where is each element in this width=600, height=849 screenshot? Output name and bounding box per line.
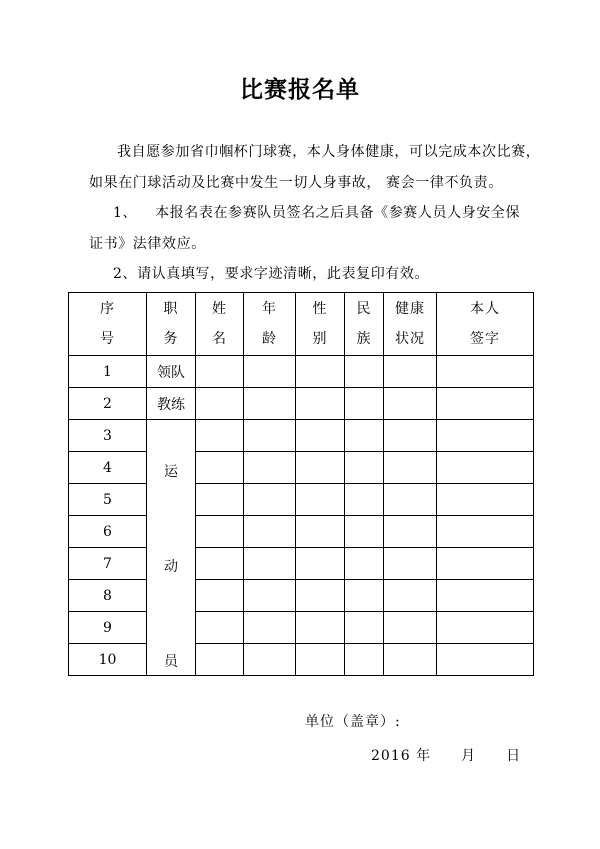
empty-cell — [384, 644, 437, 676]
serial-cell: 3 — [69, 420, 147, 452]
serial-cell: 8 — [69, 580, 147, 612]
table-row — [69, 420, 534, 452]
empty-cell — [196, 644, 244, 676]
empty-cell — [345, 452, 384, 484]
empty-cell — [345, 644, 384, 676]
empty-cell — [345, 388, 384, 420]
empty-cell — [437, 388, 534, 420]
table-row — [69, 452, 534, 484]
empty-cell — [345, 516, 384, 548]
table-row — [69, 548, 534, 580]
empty-cell — [437, 644, 534, 676]
note-2: 2、请认真填写，要求字迹清晰，此表复印有效。 — [113, 266, 430, 282]
header-age: 年 龄 — [244, 293, 296, 356]
serial-cell: 9 — [69, 612, 147, 644]
header-ethnicity: 民 族 — [345, 293, 384, 356]
empty-cell — [244, 388, 296, 420]
empty-cell — [196, 580, 244, 612]
empty-cell — [437, 612, 534, 644]
empty-cell — [437, 356, 534, 388]
header-position: 职 务 — [147, 293, 196, 356]
serial-cell: 5 — [69, 484, 147, 516]
serial-cell: 10 — [69, 644, 147, 676]
athlete-vertical-label: 运 动 员 — [164, 463, 178, 670]
empty-cell — [296, 580, 345, 612]
table-row — [69, 612, 534, 644]
document-title: 比赛报名单 — [240, 76, 360, 103]
empty-cell — [437, 516, 534, 548]
empty-cell — [196, 420, 244, 452]
empty-cell — [296, 420, 345, 452]
empty-cell — [345, 612, 384, 644]
empty-cell — [296, 612, 345, 644]
intro-line-1: 我自愿参加省巾帼杯门球赛，本人身体健康，可以完成本次比赛， — [117, 144, 541, 160]
empty-cell — [345, 580, 384, 612]
empty-cell — [196, 452, 244, 484]
empty-cell — [244, 548, 296, 580]
empty-cell — [437, 548, 534, 580]
empty-cell — [296, 516, 345, 548]
empty-cell — [244, 484, 296, 516]
empty-cell — [437, 420, 534, 452]
serial-cell: 4 — [69, 452, 147, 484]
unit-seal-label: 单位（盖章）: — [305, 714, 401, 730]
header-serial-number: 序 号 — [69, 293, 147, 356]
table-row — [69, 516, 534, 548]
empty-cell — [384, 420, 437, 452]
role-cell-coach: 教练 — [147, 388, 196, 420]
empty-cell — [437, 452, 534, 484]
serial-cell: 2 — [69, 388, 147, 420]
table-row — [69, 644, 534, 676]
empty-cell — [345, 356, 384, 388]
table-row — [69, 484, 534, 516]
empty-cell — [296, 644, 345, 676]
empty-cell — [196, 484, 244, 516]
document-body-text — [89, 137, 541, 290]
note-1-text: 本报名表在参赛队员签名之后具备《参赛人员人身安全保 — [155, 205, 521, 221]
empty-cell — [384, 612, 437, 644]
date-line: 2016 年 月 日 — [371, 748, 522, 764]
empty-cell — [244, 644, 296, 676]
note-1-number: 1、 — [113, 205, 138, 221]
empty-cell — [384, 484, 437, 516]
empty-cell — [196, 388, 244, 420]
empty-cell — [384, 388, 437, 420]
empty-cell — [384, 516, 437, 548]
role-cell-athlete-merged — [147, 420, 196, 676]
empty-cell — [384, 580, 437, 612]
empty-cell — [437, 580, 534, 612]
empty-cell — [244, 452, 296, 484]
table-row — [69, 356, 534, 388]
table-row — [69, 580, 534, 612]
empty-cell — [244, 580, 296, 612]
table-header-row — [69, 293, 534, 356]
empty-cell — [196, 548, 244, 580]
empty-cell — [196, 516, 244, 548]
note-1-line-1 — [89, 198, 521, 229]
serial-cell: 7 — [69, 548, 147, 580]
serial-cell: 6 — [69, 516, 147, 548]
intro-line-2: 如果在门球活动及比赛中发生一切人身事故， 赛会一律不负责。 — [89, 174, 503, 191]
empty-cell — [244, 356, 296, 388]
empty-cell — [196, 356, 244, 388]
empty-cell — [244, 420, 296, 452]
empty-cell — [244, 516, 296, 548]
empty-cell — [345, 420, 384, 452]
empty-cell — [345, 548, 384, 580]
serial-cell: 1 — [69, 356, 147, 388]
header-health-status: 健康 状况 — [384, 293, 437, 356]
empty-cell — [196, 612, 244, 644]
empty-cell — [345, 484, 384, 516]
role-cell-leader: 领队 — [147, 356, 196, 388]
empty-cell — [296, 452, 345, 484]
empty-cell — [384, 548, 437, 580]
empty-cell — [296, 356, 345, 388]
empty-cell — [296, 548, 345, 580]
registration-table — [68, 292, 534, 676]
empty-cell — [244, 612, 296, 644]
note-1-line-2: 证书》法律效应。 — [89, 235, 206, 252]
empty-cell — [384, 356, 437, 388]
empty-cell — [384, 452, 437, 484]
empty-cell — [437, 484, 534, 516]
header-signature: 本人 签字 — [437, 293, 534, 356]
header-gender: 性 别 — [296, 293, 345, 356]
empty-cell — [296, 388, 345, 420]
header-name: 姓 名 — [196, 293, 244, 356]
table-row — [69, 388, 534, 420]
empty-cell — [296, 484, 345, 516]
